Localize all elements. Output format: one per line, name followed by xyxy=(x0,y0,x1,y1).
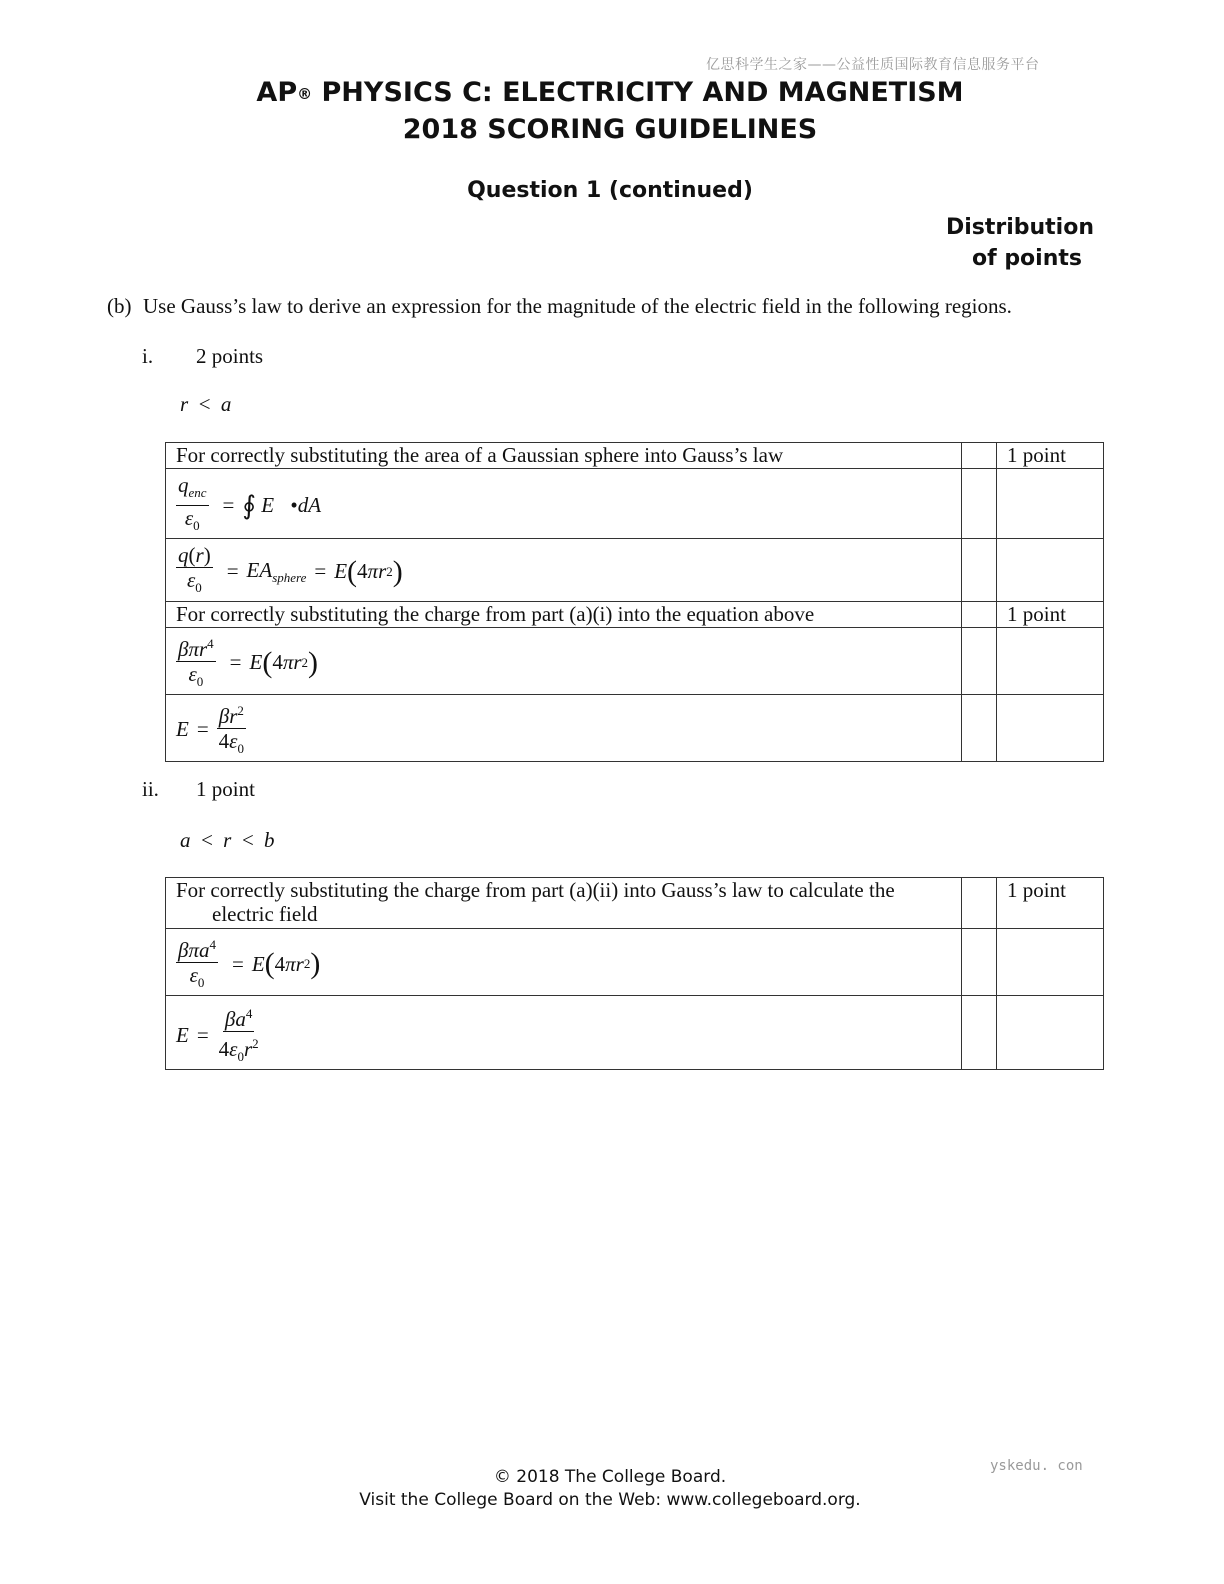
title-subject: PHYSICS C: ELECTRICITY AND MAGNETISM xyxy=(312,77,964,108)
distribution-heading xyxy=(946,212,1094,274)
section-ii-condition: a < r < b xyxy=(180,828,277,852)
table-row xyxy=(166,694,1104,761)
part-b-text: Use Gauss’s law to derive an expression for the magnitude of the electric field in the following regions. xyxy=(143,294,1012,318)
section-i-number: i. xyxy=(142,344,154,368)
table-row xyxy=(166,996,1104,1070)
distribution-line1: Distribution xyxy=(945,215,1094,240)
section-i-condition: r < a xyxy=(180,392,234,416)
rubric-criterion: For correctly substituting the area of a Gaussian sphere into Gauss’s law xyxy=(166,443,962,469)
watermark-text-top: 亿思科学生之家——公益性质国际教育信息服务平台 xyxy=(706,57,1040,73)
table-row xyxy=(166,929,1104,996)
part-b-label: (b) xyxy=(107,294,132,318)
watermark-text-bottom: yskedu. con xyxy=(990,1458,1083,1474)
footer-copyright: © 2018 The College Board. xyxy=(493,1467,727,1487)
equation-gauss-law: $\frac{q_{enc}}{\varepsilon_0}$ = ∮ E⃗ • dA⃗ xyxy=(178,473,338,534)
section-i-points: 2 points xyxy=(196,344,264,368)
table-row xyxy=(166,539,1104,601)
registered-mark: ® xyxy=(297,85,313,103)
rubric-table-ii xyxy=(165,877,1104,1070)
page-footer xyxy=(0,1466,1220,1512)
page-title xyxy=(0,74,1220,148)
rubric-criterion: For correctly substituting the charge from part (a)(ii) into Gauss’s law to calculate the xyxy=(176,878,895,902)
footer-website: Visit the College Board on the Web: www.collegeboard.org. xyxy=(359,1490,861,1510)
table-row xyxy=(166,469,1104,539)
title-subtitle: 2018 SCORING GUIDELINES xyxy=(402,114,818,145)
equation-sphere-area: $\frac{q(r)}{\varepsilon_0}$ = $EA_{sphere}$ = E ( 4 πr 2 ) xyxy=(178,543,403,596)
table-row xyxy=(166,443,1104,469)
question-heading: Question 1 (continued) xyxy=(467,178,753,203)
equation-charge-region-ii: $\frac{\beta\pi a^4}{\varepsilon_0}$ = E ( 4 πr 2 ) xyxy=(176,933,320,995)
title-ap: AP xyxy=(256,77,298,108)
rubric-criterion: For correctly substituting the charge from part (a)(i) into the equation above xyxy=(166,601,962,627)
distribution-line2: of points xyxy=(971,246,1082,271)
rubric-table-i xyxy=(165,442,1104,762)
part-b-prompt xyxy=(107,294,1012,319)
rubric-points: 1 point xyxy=(997,443,1104,469)
rubric-points: 1 point xyxy=(997,601,1104,627)
equation-field-region-ii: E = $\frac{\beta a^4}{4\varepsilon_0r^2}$ xyxy=(176,1002,267,1069)
rubric-points: 1 point xyxy=(997,878,1104,929)
equation-field-inside: E = $\frac{\beta r^2}{4\varepsilon_0}$ xyxy=(176,699,252,761)
section-ii-points: 1 point xyxy=(196,777,255,801)
table-row xyxy=(166,878,1104,929)
table-row xyxy=(166,601,1104,627)
equation-charge-substitution: $\frac{\beta\pi r^4}{\varepsilon_0}$ = E ( 4 πr 2 ) xyxy=(176,632,318,694)
section-ii-number: ii. xyxy=(142,777,159,801)
rubric-criterion-cont: electric field xyxy=(212,902,318,926)
table-row xyxy=(166,627,1104,694)
